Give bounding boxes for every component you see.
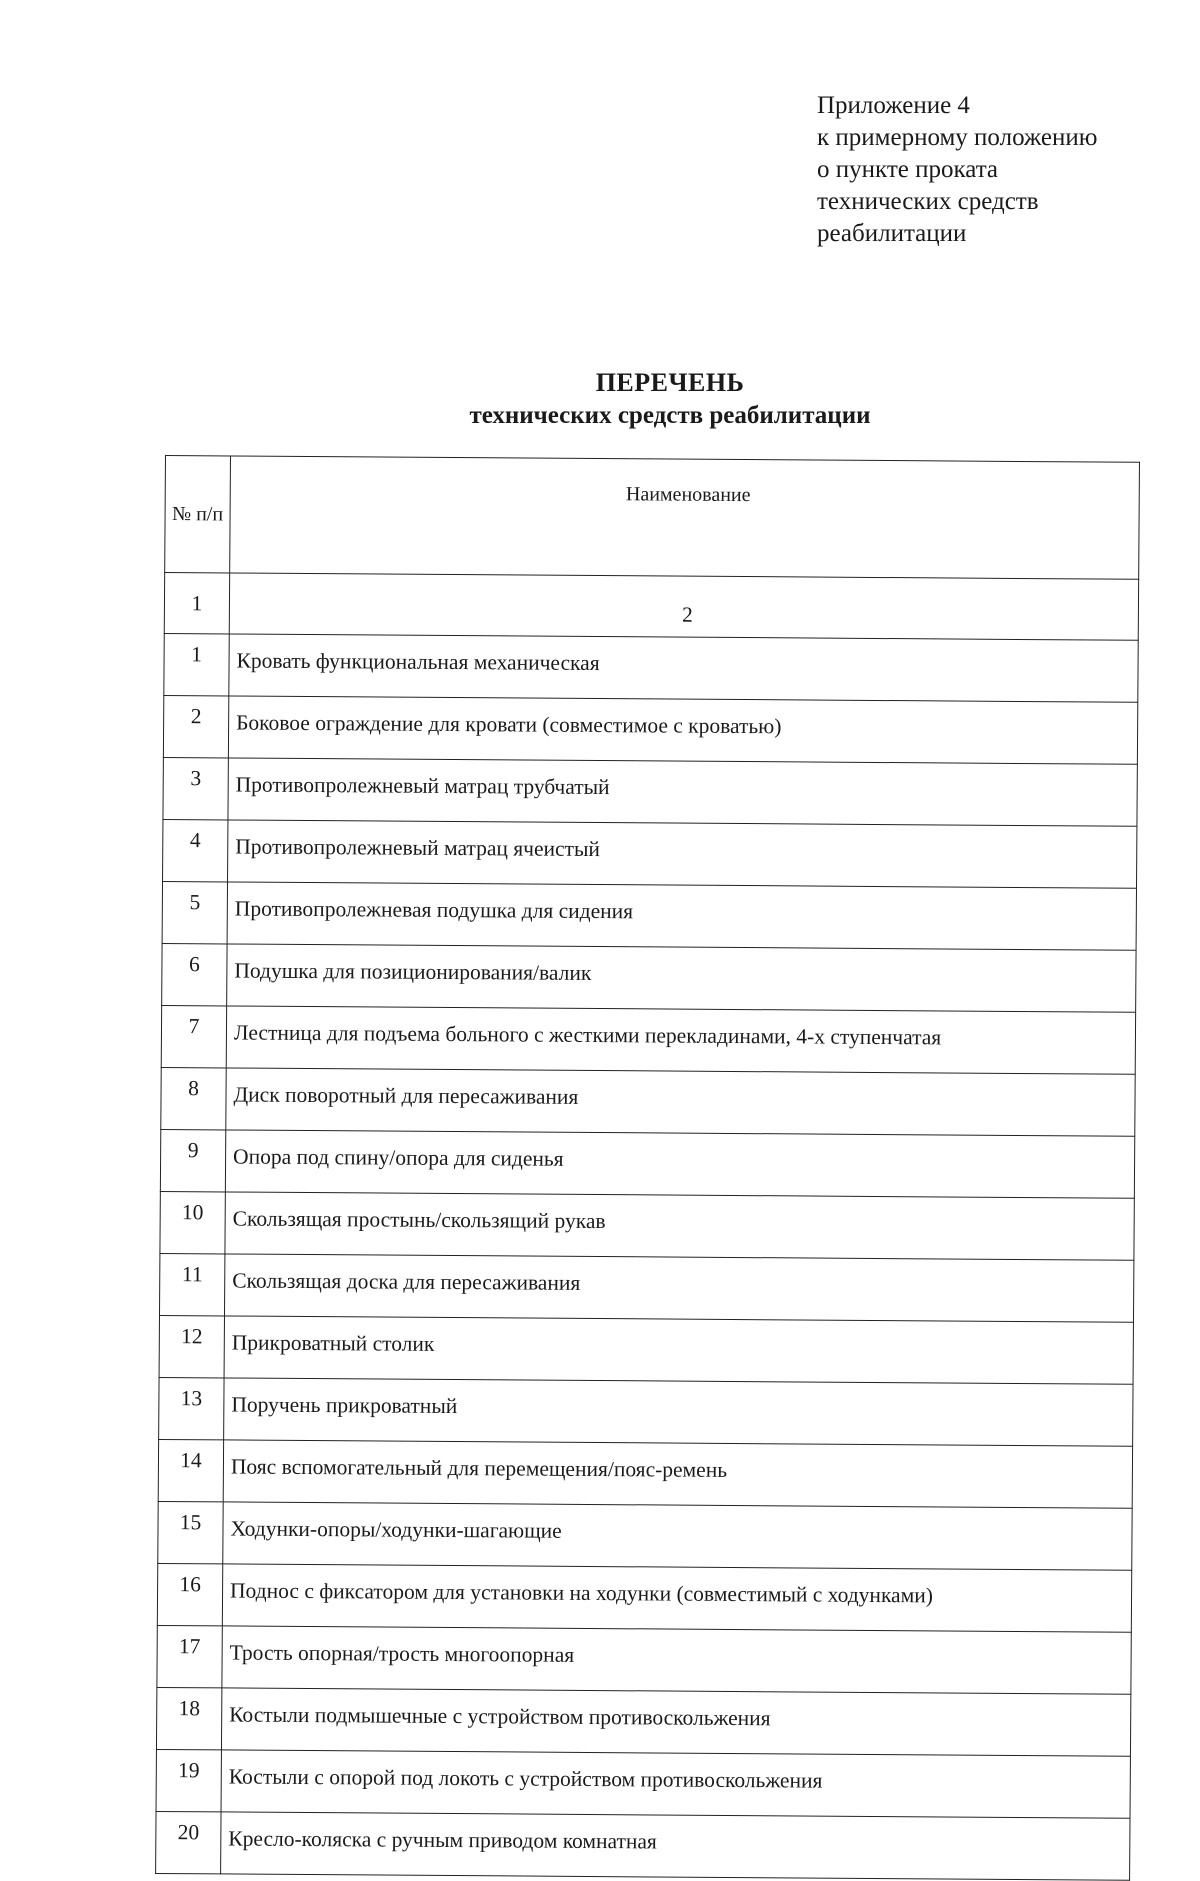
table-row <box>162 881 1136 950</box>
row-number: 3 <box>163 757 228 819</box>
table-row <box>160 1129 1134 1198</box>
row-number: 2 <box>163 695 228 757</box>
table-row <box>162 943 1136 1012</box>
row-number: 19 <box>156 1749 221 1811</box>
row-name: Противопролежневая подушка для сидения <box>227 882 1136 950</box>
table-row <box>156 1687 1130 1756</box>
document-title: ПЕРЕЧЕНЬ <box>595 368 745 397</box>
row-name: Трость опорная/трость многоопорная <box>222 1626 1131 1694</box>
row-name: Пояс вспомогательный для перемещения/пояс-ремень <box>223 1440 1132 1508</box>
appendix-line: Приложение 4 <box>817 92 970 119</box>
row-name: Диск поворотный для пересаживания <box>226 1068 1135 1136</box>
row-name: Кровать функциональная механическая <box>229 634 1138 702</box>
column-index-number: 1 <box>164 573 229 634</box>
table-row <box>163 819 1137 888</box>
row-number: 20 <box>156 1811 221 1873</box>
row-name: Поручень прикроватный <box>224 1378 1133 1446</box>
table-row <box>160 1191 1134 1260</box>
table-row <box>157 1625 1131 1694</box>
appendix-line: о пункте проката <box>817 156 999 183</box>
equipment-table <box>155 455 1140 1881</box>
table-row <box>161 1005 1135 1074</box>
row-name: Лестница для подъема больного с жесткими перекладинами, 4-х ступенчатая <box>226 1006 1135 1074</box>
row-name: Скользящая простынь/скользящий рукав <box>225 1192 1134 1260</box>
row-number: 4 <box>163 819 228 881</box>
row-number: 7 <box>161 1005 226 1067</box>
row-name: Ходунки-опоры/ходунки-шагающие <box>223 1502 1132 1570</box>
row-name: Костыли с опорой под локоть с устройством противоскольжения <box>221 1750 1130 1818</box>
row-number: 15 <box>158 1501 223 1563</box>
row-name: Костыли подмышечные с устройством противоскольжения <box>221 1688 1130 1756</box>
row-name: Боковое ограждение для кровати (совместимое с кроватью) <box>228 696 1137 764</box>
header-name: Наименование <box>230 456 1140 579</box>
table-row <box>163 695 1137 764</box>
row-number: 18 <box>156 1687 221 1749</box>
appendix-line: к примерному положению <box>817 124 1098 151</box>
row-number: 13 <box>159 1377 224 1439</box>
table-row <box>158 1439 1132 1508</box>
row-number: 9 <box>160 1129 225 1191</box>
table-row <box>159 1377 1133 1446</box>
table-row <box>159 1315 1133 1384</box>
row-number: 5 <box>162 881 227 943</box>
table-row <box>156 1811 1130 1880</box>
table-row <box>156 1749 1130 1818</box>
table-row <box>158 1501 1132 1570</box>
row-number: 14 <box>158 1439 223 1501</box>
row-number: 11 <box>159 1253 224 1315</box>
row-number: 12 <box>159 1315 224 1377</box>
table-header-row <box>165 456 1140 580</box>
row-name: Противопролежневый матрац ячеистый <box>228 820 1137 888</box>
row-name: Подушка для позиционирования/валик <box>227 944 1136 1012</box>
column-index-name: 2 <box>229 573 1138 640</box>
document-subtitle: технических средств реабилитации <box>469 402 871 429</box>
table-row <box>163 757 1137 826</box>
row-name: Опора под спину/опора для сиденья <box>225 1130 1134 1198</box>
table-column-index-row <box>164 573 1138 641</box>
row-name: Скользящая доска для пересаживания <box>224 1254 1133 1322</box>
row-number: 17 <box>157 1625 222 1687</box>
table-row <box>161 1067 1135 1136</box>
row-number: 8 <box>161 1067 226 1129</box>
appendix-note <box>817 90 1157 250</box>
appendix-line: реабилитации <box>817 220 967 247</box>
row-number: 10 <box>160 1191 225 1253</box>
row-name: Кресло-коляска с ручным приводом комнатная <box>221 1812 1130 1880</box>
table-row <box>157 1563 1131 1632</box>
table-row <box>159 1253 1133 1322</box>
row-name: Прикроватный столик <box>224 1316 1133 1384</box>
row-name: Противопролежневый матрац трубчатый <box>228 758 1137 826</box>
row-number: 16 <box>157 1563 222 1625</box>
row-name: Поднос с фиксатором для установки на ходунки (совместимый с ходунками) <box>222 1564 1131 1632</box>
header-number: № п/п <box>165 456 231 573</box>
row-number: 1 <box>164 633 229 695</box>
row-number: 6 <box>162 943 227 1005</box>
table-row <box>164 633 1138 702</box>
appendix-line: технических средств <box>817 188 1039 215</box>
